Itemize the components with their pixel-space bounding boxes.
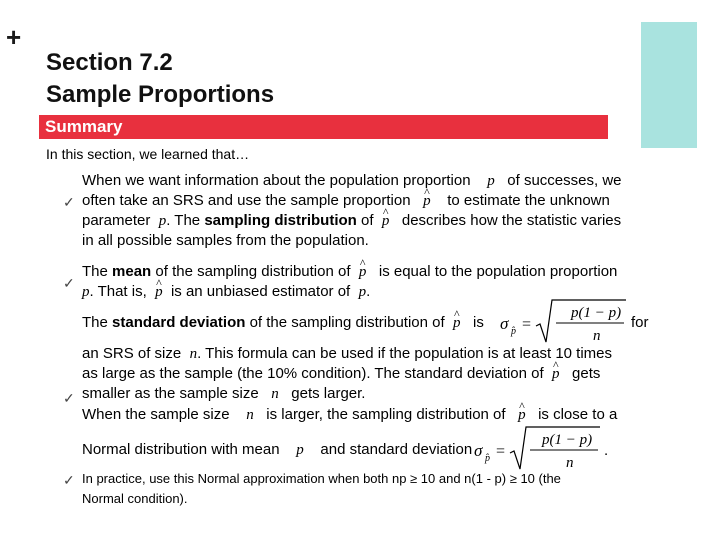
check-icon: ✓	[63, 194, 75, 210]
formula-equals: =	[522, 316, 532, 333]
formula-equals: =	[496, 443, 506, 460]
bullet-5-line-1: In practice, use this Normal approximation when both np ≥ 10 and n(1 - p) ≥ 10 (the	[82, 471, 561, 486]
formula-sigma: σ	[500, 314, 509, 333]
page-title	[46, 47, 274, 111]
bullet-3-line-3: as large as the sample (the 10% condition). The standard deviation of ^ p gets	[82, 364, 600, 384]
bullet-1-line-1: When we want information about the population proportion p of successes, we	[82, 172, 622, 189]
std-dev-formula-1	[496, 298, 630, 346]
bullet-5-line-2: Normal condition).	[82, 491, 188, 506]
std-dev-formula-2	[470, 425, 620, 473]
bullet-3-for: for	[631, 314, 649, 331]
bullet-3-line-2: an SRS of size n. This formula can be used if the population is at least 10 times	[82, 345, 613, 362]
formula-subscript: p̂	[485, 453, 490, 464]
formula-numerator: p(1 − p)	[571, 305, 622, 321]
bullet-1-line-4: in all possible samples from the population.	[82, 232, 369, 249]
intro-text: In this section, we learned that…	[46, 146, 250, 162]
summary-banner: Summary	[39, 115, 608, 139]
title-line-1: Section 7.2	[46, 49, 173, 76]
check-icon: ✓	[63, 275, 75, 291]
bullet-1-line-2: often take an SRS and use the sample proportion ^ p to estimate the unknown	[82, 191, 610, 211]
bullet-2-line-2: p. That is, ^ p is an unbiased estimator of p.	[82, 282, 370, 302]
formula-denominator: n	[566, 455, 574, 471]
check-icon: ✓	[63, 390, 75, 406]
title-line-2: Sample Proportions	[46, 81, 275, 108]
formula-sigma: σ	[474, 441, 483, 460]
formula-numerator: p(1 − p)	[542, 432, 593, 448]
bullet-1-line-3: parameter p. The sampling distribution of ^ p describes how the statistic varies	[82, 211, 621, 231]
formula-subscript: p̂	[511, 326, 516, 337]
bullet-3-line-4: smaller as the sample size n gets larger.	[82, 385, 366, 402]
accent-box	[641, 22, 697, 148]
bullet-2-line-1: The mean of the sampling distribution of ^ p is equal to the population proportion	[82, 262, 617, 282]
bullet-4-line-2: Normal distribution with mean p and standard deviation	[82, 441, 473, 458]
formula-period: .	[604, 442, 609, 459]
bullet-3-line-1: The standard deviation of the sampling distribution of ^ p is	[82, 313, 484, 333]
bullet-4-line-1: When the sample size n is larger, the sampling distribution of ^ p is close to a	[82, 405, 617, 425]
check-icon: ✓	[63, 472, 75, 488]
plus-icon: +	[6, 22, 22, 52]
formula-denominator: n	[593, 328, 601, 344]
